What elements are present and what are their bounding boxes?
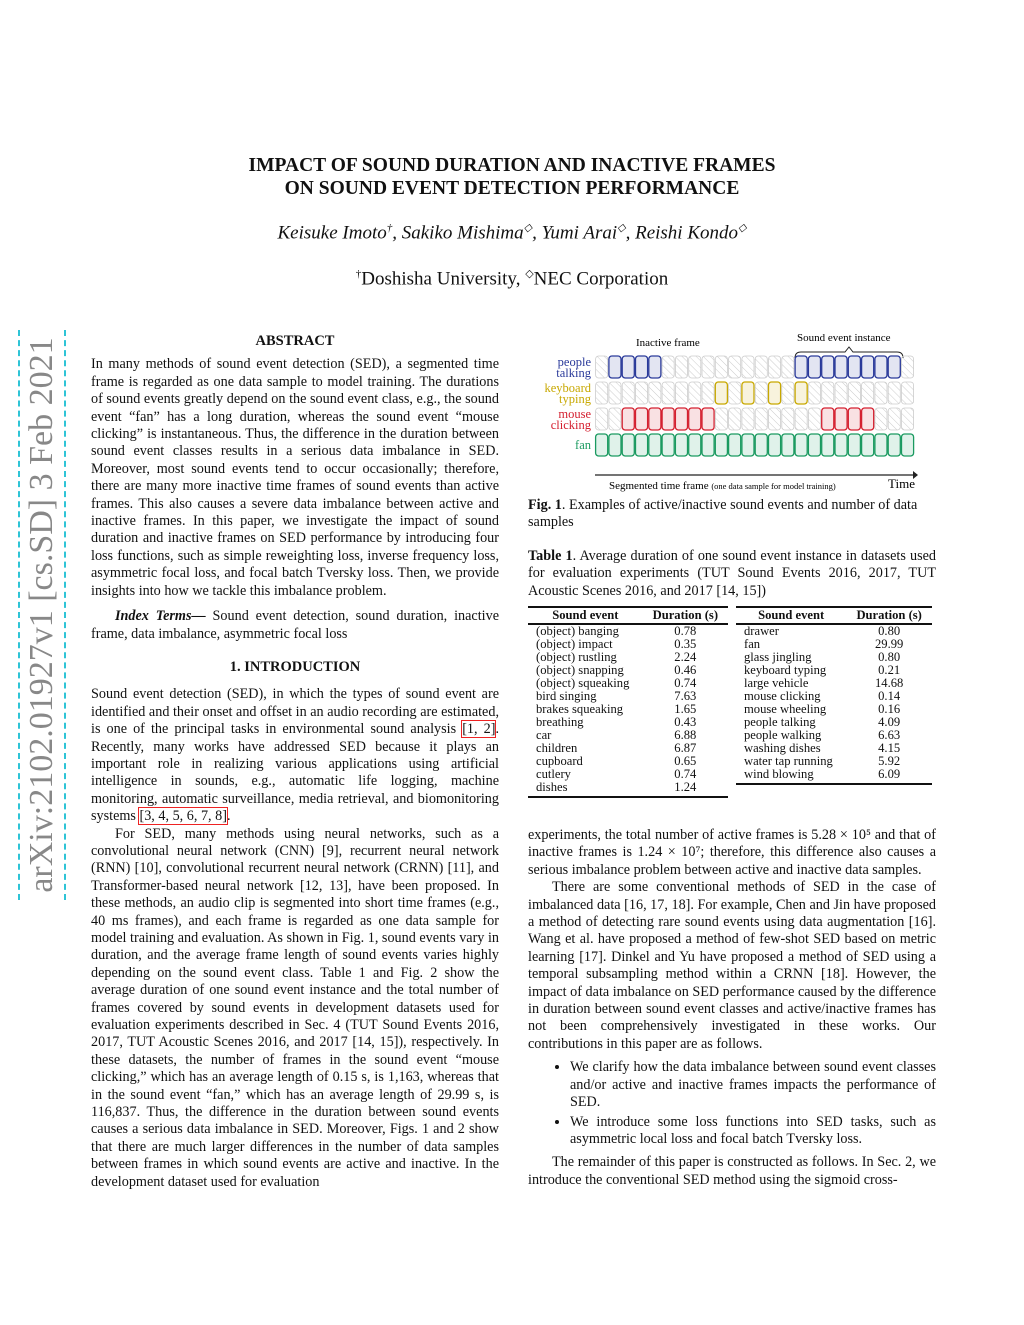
- caption-label: Fig. 1: [528, 497, 562, 513]
- event-cell: mouse clicking: [744, 689, 821, 703]
- right-column: [528, 827, 936, 1189]
- row-label: fan: [575, 438, 591, 452]
- intro-heading: 1. INTRODUCTION: [229, 658, 361, 675]
- active-frame: [609, 356, 621, 378]
- list-item: • We clarify how the data imbalance between sound event classes and/or active and inactive frames impacts the performance of SED.: [570, 1059, 936, 1111]
- event-cell: (object) snapping: [536, 663, 624, 677]
- inactive-frame: [742, 356, 754, 378]
- affiliation: Doshisha University,: [361, 268, 526, 290]
- citation-link[interactable]: [1, 2]: [462, 721, 496, 738]
- duration-cell: 0.43: [674, 715, 697, 729]
- active-frame: [675, 434, 687, 456]
- inactive-frame: [875, 382, 887, 404]
- active-frame: [622, 408, 634, 430]
- active-frame: [662, 408, 674, 430]
- inactive-frame: [769, 356, 781, 378]
- active-frame: [755, 434, 767, 456]
- event-cell: cutlery: [536, 767, 571, 781]
- author-mark: ◇: [617, 222, 626, 234]
- inactive-frame: [782, 356, 794, 378]
- title-line: IMPACT OF SOUND DURATION AND INACTIVE FRAMES: [248, 155, 776, 176]
- caption-text: . Examples of active/inactive sound events and number of data samples: [528, 497, 918, 531]
- inactive-frame: [902, 356, 914, 378]
- authors: Keisuke Imoto†, Sakiko Mishima◇, Yumi Arai◇, Reishi Kondo◇: [277, 222, 747, 244]
- event-cell: people talking: [744, 715, 816, 729]
- row-label: keyboard: [544, 381, 591, 395]
- table-row: [528, 716, 728, 729]
- inactive-frame: [769, 408, 781, 430]
- active-frame: [622, 356, 634, 378]
- active-frame: [902, 434, 914, 456]
- active-frame: [596, 434, 608, 456]
- caption-label: Table 1: [528, 548, 573, 564]
- inactive-frame: [782, 382, 794, 404]
- event-cell: bird singing: [536, 689, 597, 703]
- text: Sound event detection (SED), in which the types of sound event are identified and their onset and offset in an audio recording are estimated, is one of the principal tasks in environmental sound analysis: [91, 686, 499, 738]
- axis-label-note: (one data sample for model training): [711, 481, 836, 491]
- active-frame: [875, 356, 887, 378]
- paragraph: There are some conventional methods of SED in the case of imbalanced data [16, 17, 18]. For example, Chen and Jin have proposed a method of detecting rare sound events using data augmentation [16]. Wang et al. have proposed a method of few-shot SED based on metric learning [17]. Dinkel and Yu have proposed a method of SED using a temporal subsampling method within a CRNN [18]. However, the impact of data imbalance on SED performance caused by the difference in duration between sound event classes and active/inactive frames has not been comprehensively investigated in these works. Our contributions in this paper are as follows.: [528, 879, 936, 1052]
- duration-cell: 0.16: [878, 702, 901, 716]
- duration-cell: 1.24: [643, 781, 728, 797]
- active-frame: [662, 434, 674, 456]
- inactive-frame: [755, 408, 767, 430]
- event-cell: cupboard: [536, 754, 583, 768]
- duration-cell: 0.78: [674, 624, 697, 638]
- duration-cell: 0.80: [878, 650, 901, 664]
- event-cell: large vehicle: [744, 676, 809, 690]
- affil-mark: ◇: [525, 268, 534, 280]
- author-mark: ◇: [523, 222, 533, 234]
- inactive-frame: [848, 382, 860, 404]
- active-frame: [715, 382, 727, 404]
- inactive-frame: [662, 382, 674, 404]
- active-frame: [689, 434, 701, 456]
- affil-mark: †: [355, 268, 362, 280]
- inactive-frame: [875, 408, 887, 430]
- inactive-frame: [902, 382, 914, 404]
- table-row: [528, 624, 728, 638]
- inactive-frame: [596, 382, 608, 404]
- inactive-frame: [835, 382, 847, 404]
- duration-cell: 7.63: [674, 689, 697, 703]
- sound-event-instance-label: Sound event instance: [797, 332, 891, 344]
- author-mark: †: [386, 222, 393, 234]
- figure-1: [528, 330, 938, 495]
- inactive-frame: [715, 356, 727, 378]
- active-frame: [862, 434, 874, 456]
- duration-cell: 0.35: [674, 637, 697, 651]
- inactive-frame: [782, 408, 794, 430]
- event-cell: children: [536, 741, 578, 755]
- inactive-frame: [808, 408, 820, 430]
- paragraph: The remainder of this paper is constructed as follows. In Sec. 2, we introduce the conventional SED method using the sigmoid cross-: [528, 1154, 936, 1188]
- author: Sakiko Mishima: [401, 222, 524, 244]
- inactive-frame: [702, 382, 714, 404]
- duration-cell: 0.65: [674, 754, 697, 768]
- inactive-frame: [649, 382, 661, 404]
- event-cell: glass jingling: [744, 650, 812, 664]
- event-cell: breathing: [536, 715, 584, 729]
- affiliations: [0, 267, 1024, 290]
- table-row: [736, 768, 932, 784]
- active-frame: [609, 434, 621, 456]
- inactive-frame: [729, 382, 741, 404]
- inactive-frame: [596, 408, 608, 430]
- author: Keisuke Imoto: [277, 222, 387, 244]
- row-label: mouse: [558, 407, 591, 421]
- active-frame: [795, 356, 807, 378]
- active-frame: [636, 356, 648, 378]
- text: . Recently, many works have addressed SED because it plays an important role in realizing various applications using artificial intelligence in sounds, e.g., automatic life logging, machine monitoring, automatic surveillance, media retrieval, and biomonitoring systems: [91, 721, 500, 825]
- active-frame: [862, 356, 874, 378]
- duration-cell: 29.99: [874, 637, 904, 651]
- figure-caption: [528, 497, 936, 532]
- inactive-frame: [662, 356, 674, 378]
- paper-title: [0, 154, 1024, 200]
- active-frame: [822, 356, 834, 378]
- active-frame: [622, 434, 634, 456]
- active-frame: [675, 408, 687, 430]
- duration-cell: 4.15: [878, 741, 901, 755]
- event-cell: water tap running: [744, 754, 833, 768]
- duration-table-right: [736, 606, 932, 785]
- active-frame: [848, 434, 860, 456]
- inactive-frame: [729, 408, 741, 430]
- inactive-frame: [808, 382, 820, 404]
- duration-cell: 0.74: [674, 767, 697, 781]
- inactive-frame: [755, 356, 767, 378]
- active-frame: [848, 408, 860, 430]
- table-row: [736, 624, 932, 638]
- index-terms-text: Sound event detection, sound duration, inactive frame, data imbalance, asymmetric focal loss: [91, 608, 499, 642]
- inactive-frame: [795, 408, 807, 430]
- event-cell: (object) banging: [536, 624, 619, 638]
- axis-label: [609, 480, 836, 492]
- active-frame: [769, 434, 781, 456]
- table-row: [528, 781, 728, 797]
- event-cell: car: [536, 728, 552, 742]
- inactive-frame-label: Inactive frame: [636, 337, 700, 349]
- active-frame: [649, 434, 661, 456]
- inactive-frame: [742, 408, 754, 430]
- active-frame: [888, 434, 900, 456]
- inactive-frame: [702, 356, 714, 378]
- inactive-frame: [609, 382, 621, 404]
- row-label: typing: [559, 392, 591, 406]
- active-frame: [742, 382, 754, 404]
- inactive-frame: [729, 356, 741, 378]
- event-cell: dishes: [528, 781, 643, 797]
- duration-cell: 14.68: [874, 676, 904, 690]
- duration-cell: 2.24: [674, 650, 697, 664]
- header-cell: Sound event: [736, 607, 846, 624]
- active-frame: [808, 434, 820, 456]
- active-frame: [702, 434, 714, 456]
- row-label: clicking: [550, 418, 591, 432]
- inactive-frame: [675, 356, 687, 378]
- row-label: talking: [556, 366, 591, 380]
- active-frame: [835, 408, 847, 430]
- duration-table-left: [528, 606, 728, 798]
- header-cell: Sound event: [528, 607, 643, 624]
- active-frame: [808, 356, 820, 378]
- author-mark: ◇: [738, 222, 747, 234]
- duration-cell: 6.63: [878, 728, 901, 742]
- active-frame: [649, 356, 661, 378]
- active-frame: [862, 408, 874, 430]
- affiliation: NEC Corporation: [533, 268, 669, 290]
- caption-text: . Average duration of one sound event instance in datasets used for evaluation experiments (TUT Sound Events 2016, 2017, TUT Acoustic Scenes 2016, and 2017 [14, 15]): [528, 548, 936, 599]
- inactive-frame: [902, 408, 914, 430]
- time-label: Time: [888, 476, 915, 491]
- duration-cell: 0.46: [674, 663, 697, 677]
- inactive-frame: [888, 382, 900, 404]
- index-terms-label: Index Terms—: [115, 608, 206, 625]
- citation-link[interactable]: [3, 4, 5, 6, 7, 8]: [139, 808, 227, 825]
- duration-cell: 0.74: [674, 676, 697, 690]
- duration-cell: 0.80: [878, 624, 901, 638]
- author: Reishi Kondo: [635, 222, 739, 244]
- active-frame: [636, 434, 648, 456]
- active-frame: [835, 356, 847, 378]
- inactive-frame: [755, 382, 767, 404]
- active-frame: [742, 434, 754, 456]
- duration-cell: 5.92: [878, 754, 901, 768]
- active-frame: [848, 356, 860, 378]
- inactive-frame: [636, 382, 648, 404]
- text: .: [226, 808, 231, 825]
- inactive-frame: [888, 408, 900, 430]
- left-column: [91, 333, 499, 1191]
- event-cell: brakes squeaking: [536, 702, 624, 716]
- event-cell: drawer: [744, 624, 779, 638]
- table-header: [528, 607, 728, 624]
- duration-cell: 4.09: [878, 715, 901, 729]
- abstract-heading: ABSTRACT: [255, 333, 335, 349]
- duration-cell: 6.87: [674, 741, 697, 755]
- abstract-text: In many methods of sound event detection (SED), a segmented time frame is regarded as one data sample to model training. The durations of sound events greatly depend on the sound event class, e.g., the sound event “fan” has a long duration, whereas the sound event “mouse clicking” is instantaneous. Thus, the difference in the duration between sound event classes results in a serious data imbalance in SED. Moreover, most sound events tend to occur occasionally; therefore, there are many more inactive time frames of sound events than active frames. This also causes a severe data imbalance between active and inactive frames. In this paper, we investigate the impact of sound duration and inactive frames on SED performance by introducing four loss functions, such as simple reweighting loss, inverse frequency loss, asymmetric focal loss, and focal batch Tversky loss. Then, we provide insights into how we tackle this imbalance problem.: [91, 356, 499, 599]
- event-cell: (object) rustling: [536, 650, 617, 664]
- event-cell: people walking: [744, 728, 822, 742]
- event-cell: (object) impact: [536, 637, 613, 651]
- event-cell: mouse wheeling: [744, 702, 827, 716]
- event-cell: fan: [744, 637, 761, 651]
- inactive-frame: [822, 382, 834, 404]
- active-frame: [702, 408, 714, 430]
- active-frame: [835, 434, 847, 456]
- active-frame: [636, 408, 648, 430]
- active-frame: [795, 382, 807, 404]
- inactive-frame: [609, 408, 621, 430]
- duration-cell: 0.14: [878, 689, 901, 703]
- axis-label-main: Segmented time frame: [609, 480, 709, 492]
- event-cell: wind blowing: [736, 768, 846, 784]
- duration-cell: 0.21: [878, 663, 901, 677]
- duration-cell: 6.88: [674, 728, 697, 742]
- table-caption: [528, 548, 936, 600]
- intro-paragraph: For SED, many methods using neural networks, such as a convolutional neural network (CNN) [9], recurrent neural network (RNN) [10], convolutional recurrent neural network (CRNN) [11], and Transformer-based neural network [12, 13], have been proposed. In these methods, an audio clip is segmented into short time frames (e.g., 40 ms frames), and each frame is regarded as one data sample for model training and evaluation. As shown in Fig. 1, sound events vary in duration, and the average frame length of sound events varies highly depending on the sound event class. Table 1 and Fig. 2 show the average duration of one sound event instance and the total number of frames covered by sound events in development datasets used for evaluation experiments described in Sec. 4 (TUT Sound Events 2016, 2017, TUT Acoustic Scenes 2016, and 2017 [14, 15]), respectively. In these datasets, the number of frames in the sound event “mouse clicking,” which has an average length of 0.15 s, is 1,163, whereas that in the sound event “fan,” which has an average length of 29.99 s, is 116,837. Thus, the difference in the duration between sound events causes a serious data imbalance in SED. Moreover, Figs. 1 and 2 show that there are much larger differences in the number of data samples between frames in which sound events are active and inactive. In the development dataset used for evaluation: [91, 825, 499, 1190]
- paragraph: experiments, the total number of active frames is 5.28 × 10⁵ and that of inactive frames is 1.24 × 10⁷; therefore, this difference also causes a serious imbalance problem between active and inactive data samples.: [528, 827, 936, 878]
- intro-paragraph: [91, 686, 499, 825]
- header-cell: Duration (s): [643, 607, 728, 624]
- row-label: people: [557, 355, 591, 369]
- event-cell: keyboard typing: [744, 663, 827, 677]
- inactive-frame: [689, 382, 701, 404]
- arxiv-stamp: arXiv:2102.01927v1 [cs.SD] 3 Feb 2021: [18, 330, 66, 900]
- active-frame: [875, 434, 887, 456]
- event-cell: washing dishes: [744, 741, 821, 755]
- index-terms: [91, 608, 499, 643]
- active-frame: [888, 356, 900, 378]
- list-item: • We introduce some loss functions into SED tasks, such as asymmetric local loss and focal batch Tversky loss.: [570, 1114, 936, 1149]
- inactive-frame: [689, 356, 701, 378]
- duration-cell: 6.09: [846, 768, 932, 784]
- active-frame: [769, 382, 781, 404]
- inactive-frame: [715, 408, 727, 430]
- active-frame: [689, 408, 701, 430]
- inactive-frame: [596, 356, 608, 378]
- table-header: [736, 607, 932, 624]
- active-frame: [822, 434, 834, 456]
- active-frame: [822, 408, 834, 430]
- author: Yumi Arai: [541, 222, 618, 244]
- active-frame: [729, 434, 741, 456]
- title-line: ON SOUND EVENT DETECTION PERFORMANCE: [284, 178, 740, 199]
- inactive-frame: [675, 382, 687, 404]
- active-frame: [715, 434, 727, 456]
- active-frame: [782, 434, 794, 456]
- duration-cell: 1.65: [674, 702, 697, 716]
- active-frame: [649, 408, 661, 430]
- header-cell: Duration (s): [846, 607, 932, 624]
- inactive-frame: [862, 382, 874, 404]
- active-frame: [795, 434, 807, 456]
- event-cell: (object) squeaking: [536, 676, 630, 690]
- contributions-list: [546, 1059, 936, 1148]
- inactive-frame: [622, 382, 634, 404]
